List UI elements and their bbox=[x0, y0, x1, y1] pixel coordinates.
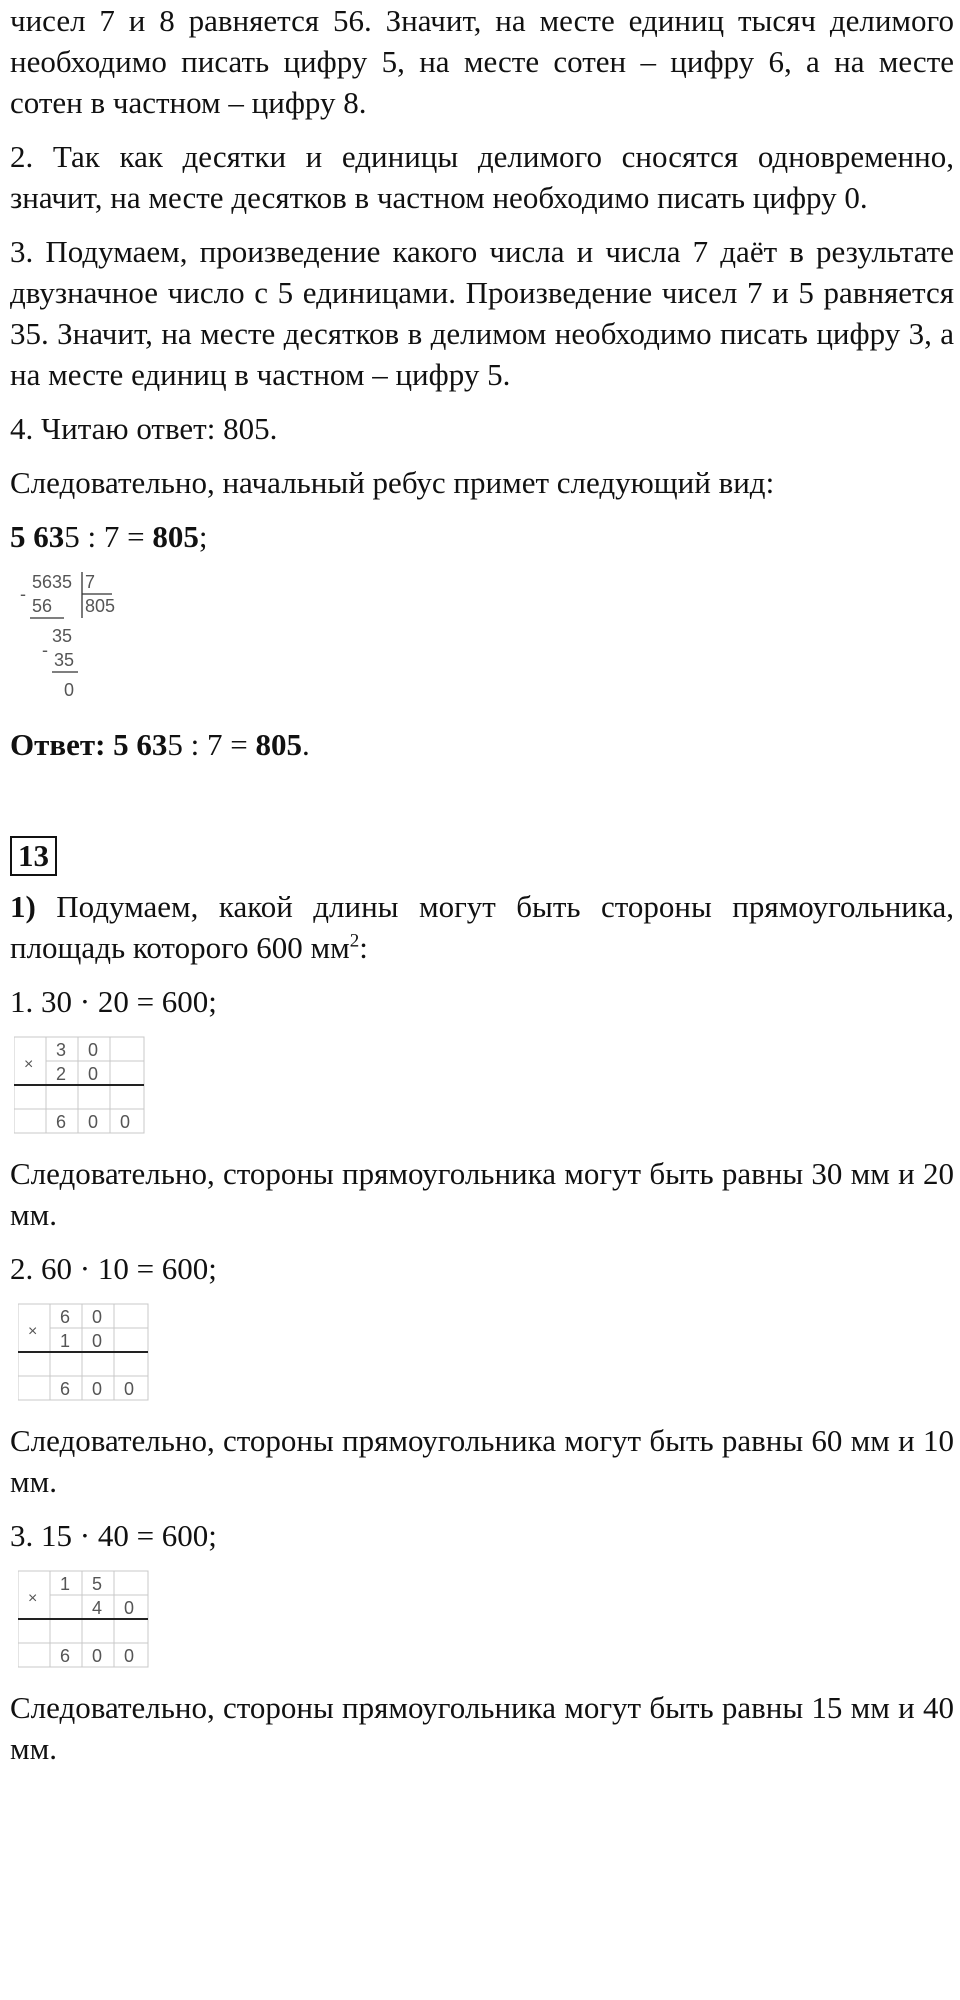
table3-res3: 0 bbox=[124, 1646, 135, 1666]
table2-r2c2: 1 bbox=[60, 1331, 71, 1351]
paragraph-4: 4. Читаю ответ: 805. bbox=[10, 411, 278, 446]
answer-label: Ответ: bbox=[10, 727, 114, 762]
division-minus-1: - bbox=[20, 584, 26, 604]
division-subtrahend-2: 35 bbox=[54, 650, 75, 670]
division-quotient: 805 bbox=[85, 596, 116, 616]
table1-r1c3: 0 bbox=[88, 1040, 99, 1060]
task-intro-sup: 2 bbox=[349, 930, 360, 952]
paragraph-1: чисел 7 и 8 равняется 56. Значит, на месте единиц тысяч делимого необходимо писать цифру 5, на месте сотен – цифру 6, а на месте сотен в частном – цифру 8. bbox=[10, 3, 954, 120]
table1-r2c3: 0 bbox=[88, 1064, 99, 1084]
table2-r1c2: 6 bbox=[60, 1307, 71, 1327]
table1-res2: 0 bbox=[88, 1112, 99, 1132]
rebus-end: ; bbox=[198, 519, 208, 554]
table2-res1: 6 bbox=[60, 1379, 71, 1399]
table2-r2c3: 0 bbox=[92, 1331, 103, 1351]
task-intro bbox=[10, 886, 954, 968]
task-intro-text: Подумаем, какой длины могут быть стороны прямоугольника, площадь которого 600 мм bbox=[10, 889, 954, 965]
rebus-bold-a: 5 63 bbox=[10, 519, 65, 554]
times-sign-3: × bbox=[28, 1590, 38, 1607]
conclusion-2: Следовательно, стороны прямоугольника могут быть равны 60 мм и 10 мм. bbox=[10, 1423, 954, 1499]
table2-res2: 0 bbox=[92, 1379, 103, 1399]
equation-3: 3. 15 · 40 = 600; bbox=[10, 1518, 217, 1553]
task-number-box: 13 bbox=[10, 836, 57, 876]
table1-r2c2: 2 bbox=[56, 1064, 67, 1084]
table2-res3: 0 bbox=[124, 1379, 135, 1399]
table2-r1c3: 0 bbox=[92, 1307, 103, 1327]
division-subtrahend-1: 56 bbox=[32, 596, 53, 616]
answer-bold-a: 5 63 bbox=[113, 727, 168, 762]
rebus-line bbox=[10, 516, 954, 557]
answer-plain: 5 : 7 = bbox=[167, 727, 256, 762]
document-page bbox=[10, 0, 954, 1782]
table3-r2c3: 4 bbox=[92, 1598, 103, 1618]
conclusion-1: Следовательно, стороны прямоугольника могут быть равны 30 мм и 20 мм. bbox=[10, 1156, 954, 1232]
paragraph-5: Следовательно, начальный ребус примет следующий вид: bbox=[10, 465, 775, 500]
table3-r2c4: 0 bbox=[124, 1598, 135, 1618]
rebus-bold-b: 805 bbox=[152, 519, 199, 554]
division-remainder-2: 0 bbox=[64, 680, 75, 700]
times-sign-2: × bbox=[28, 1323, 38, 1340]
answer-bold-b: 805 bbox=[255, 727, 303, 762]
task-intro-num: 1) bbox=[10, 889, 36, 924]
long-division bbox=[10, 566, 130, 716]
table1-res3: 0 bbox=[120, 1112, 131, 1132]
table3-r1c3: 5 bbox=[92, 1574, 103, 1594]
table3-r1c2: 1 bbox=[60, 1574, 71, 1594]
division-dividend: 5635 bbox=[32, 572, 73, 592]
task-intro-end: : bbox=[359, 930, 368, 965]
equation-1: 1. 30 · 20 = 600; bbox=[10, 984, 217, 1019]
multiplication-table-1 bbox=[14, 1035, 154, 1135]
division-remainder-1: 35 bbox=[52, 626, 73, 646]
conclusion-3: Следовательно, стороны прямоугольника могут быть равны 15 мм и 40 мм. bbox=[10, 1690, 954, 1766]
rebus-plain: 5 : 7 = bbox=[64, 519, 153, 554]
table3-res1: 6 bbox=[60, 1646, 71, 1666]
table1-r1c2: 3 bbox=[56, 1040, 67, 1060]
multiplication-table-2 bbox=[18, 1302, 158, 1402]
division-minus-2: - bbox=[42, 640, 48, 660]
paragraph-2: 2. Так как десятки и единицы делимого сносятся одновременно, значит, на месте десятков в частном необходимо писать цифру 0. bbox=[10, 139, 954, 215]
division-divisor: 7 bbox=[85, 572, 96, 592]
table3-res2: 0 bbox=[92, 1646, 103, 1666]
answer-line bbox=[10, 724, 954, 765]
multiplication-table-3 bbox=[18, 1569, 158, 1669]
table1-res1: 6 bbox=[56, 1112, 67, 1132]
times-sign-1: × bbox=[24, 1056, 34, 1073]
answer-end: . bbox=[302, 727, 310, 762]
paragraph-3: 3. Подумаем, произведение какого числа и числа 7 даёт в результате двузначное число с 5 единицами. Произведение чисел 7 и 5 равняется 35. Значит, на месте десятков в делимом необходимо писать цифру 3, а на месте единиц в частном – цифру 5. bbox=[10, 234, 954, 392]
equation-2: 2. 60 · 10 = 600; bbox=[10, 1251, 217, 1286]
